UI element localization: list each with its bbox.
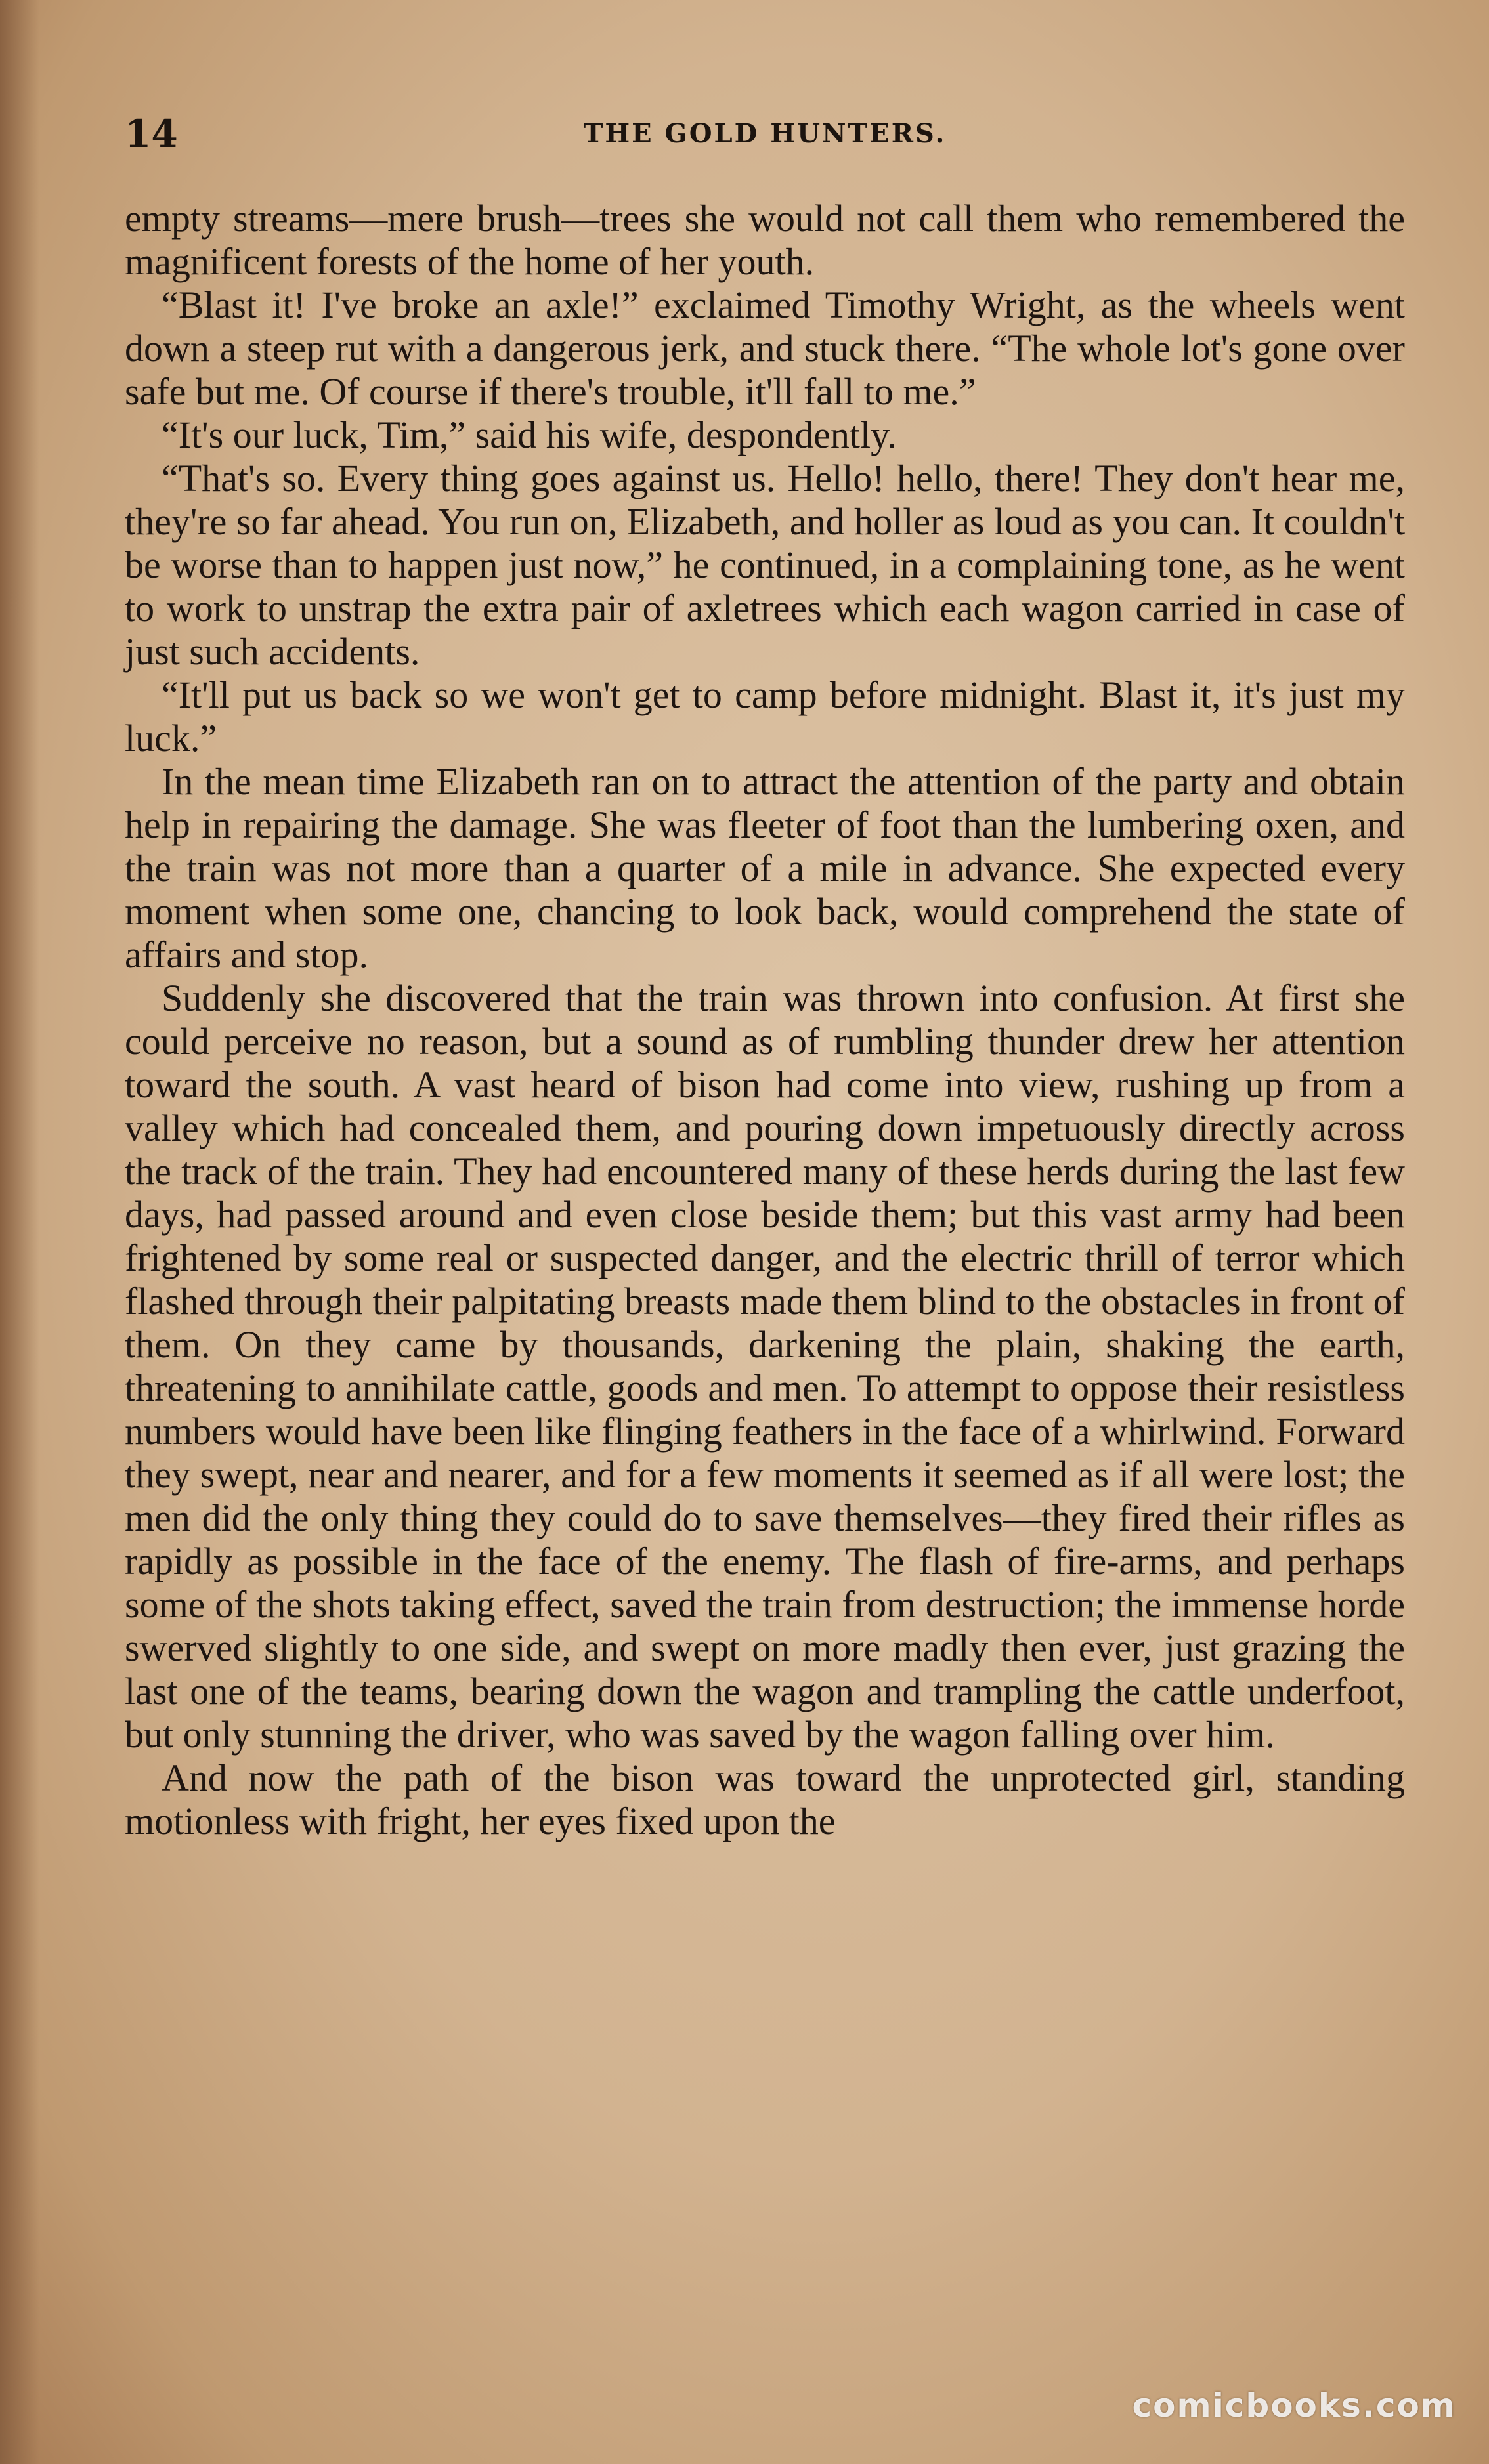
paragraph: Suddenly she discovered that the train was thrown into confusion. At first she could perceive no reason, but a sound as of rumbling thunder drew her attention toward the south. A vast heard of bison had come into view, rushing up from a valley which had concealed them, and pouring down impetuously directly across the track of the train. They had encountered many of these herds during the last few days, had passed around and even close beside them; but this vast army had been frightened by some real or suspected danger, and the electric thrill of terror which flashed through their palpitating breasts made them blind to the obstacles in front of them. On they came by thousands, darkening the plain, shaking the earth, threatening to annihilate cattle, goods and men. To attempt to oppose their resistless numbers would have been like flinging feathers in the face of a whirlwind. Forward they swept, near and nearer, and for a few moments it seemed as if all were lost; the men did the only thing they could do to save themselves—they fired their rifles as rapidly as possible in the face of the enemy. The flash of fire-arms, and perhaps some of the shots taking effect, saved the train from destruction; the immense horde swerved slightly to one side, and swept on more madly then ever, just grazing the last one of the teams, bearing down the wagon and trampling the cattle underfoot, but only stunning the driver, who was saved by the wagon falling over him. [125,977,1405,1756]
paragraph: In the mean time Elizabeth ran on to attract the attention of the party and obtain help in repairing the damage. She was fleeter of foot than the lumbering oxen, and the train was not more than a quarter of a mile in advance. She expected every moment when some one, chancing to look back, would comprehend the state of affairs and stop. [125,760,1405,976]
running-header [125,112,1405,158]
paragraph: “That's so. Every thing goes against us. Hello! hello, there! They don't hear me, they're so far ahead. You run on, Elizabeth, and holler as loud as you can. It couldn't be worse than to happen just now,” he continued, in a complaining tone, as he went to work to unstrap the extra pair of axletrees which each wagon carried in case of just such accidents. [125,457,1405,673]
running-title: THE GOLD HUNTERS. [583,118,947,149]
paragraph: empty streams—mere brush—trees she would not call them who remembered the magnificent forests of the home of her youth. [125,197,1405,283]
body-text [125,197,1405,1843]
page-number: 14 [125,112,178,156]
paragraph: “Blast it! I've broke an axle!” exclaimed Timothy Wright, as the wheels went down a steep rut with a dangerous jerk, and stuck there. “The whole lot's gone over safe but me. Of course if there's trouble, it'll fall to me.” [125,284,1405,413]
paragraph: “It'll put us back so we won't get to camp before midnight. Blast it, it's just my luck.” [125,673,1405,759]
watermark: comicbooks.com [1132,2387,1456,2425]
paragraph: And now the path of the bison was toward the unprotected girl, standing motionless with fright, her eyes fixed upon the [125,1756,1405,1842]
paragraph: “It's our luck, Tim,” said his wife, despondently. [162,414,897,456]
page-gutter-shadow [0,0,39,2464]
